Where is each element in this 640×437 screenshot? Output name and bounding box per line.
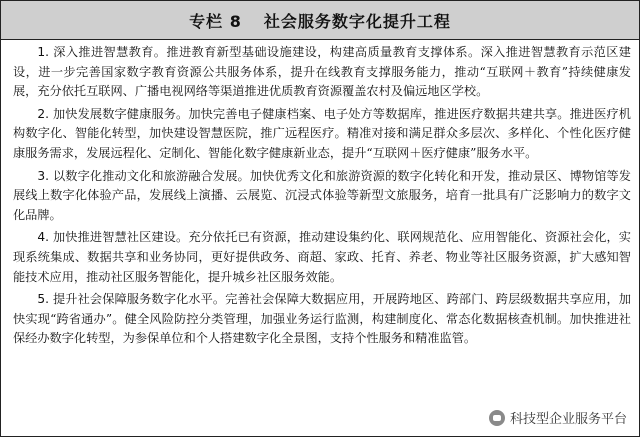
paragraph-3-lead: 3. 以数字化推动文化和旅游融合发展。 <box>37 168 250 183</box>
paragraph-4-body: 充分依托已有资源，推动建设集约化、联网规范化、应用智能化、资源社会化，实现系统集成、数据共享和业务协同，更好提供政务、商超、家政、托育、养老、物业等社区服务资源，扩大感知智能技术应用，推动社区服务智能化，提升城乡社区服务效能。 <box>13 230 631 284</box>
wechat-icon <box>489 410 505 426</box>
paragraph-4-lead: 4. 加快推进智慧社区建设。 <box>37 230 189 245</box>
paragraph-2-lead: 2. 加快发展数字健康服务。 <box>37 106 189 121</box>
paragraph-5 <box>13 290 631 349</box>
paragraph-4 <box>13 228 631 287</box>
paragraph-5-lead: 5. 提升社会保障服务数字化水平。 <box>37 292 226 307</box>
paragraph-1-lead: 1. 深入推进智慧教育。 <box>37 45 167 59</box>
column-number: 专栏 8 <box>189 11 242 31</box>
column-header <box>1 1 639 40</box>
paragraph-2-body: 加快完善电子健康档案、电子处方等数据库，推进医疗数据共建共享。推进医疗机构数字化、智能化转型，加快建设智慧医院，推广远程医疗。精准对接和满足群众多层次、多样化、个性化医疗健康服务需求，发展远程化、定制化、智能化数字健康新业态，提升“互联网＋医疗健康”服务水平。 <box>13 106 631 160</box>
watermark-text: 科技型企业服务平台 <box>509 412 627 427</box>
paragraph-1-body: 推进教育新型基础设施建设，构建高质量教育支撑体系。深入推进智慧教育示范区建设，进一步完善国家数字教育资源公共服务体系，提升在线教育支撑服务能力，推动“互联网＋教育”持续健康发展，充分依托互联网、广播电视网络等渠道推进优质教育资源覆盖农村及偏远地区学校。 <box>13 45 631 99</box>
column-title: 社会服务数字化提升工程 <box>263 11 451 31</box>
paragraph-5-body: 完善社会保障大数据应用，开展跨地区、跨部门、跨层级数据共享应用，加快实现“跨省通办”。健全风险防控分类管理，加强业务运行监测，构建制度化、常态化数据核查机制。加快推进社保经办数字化转型，为参保单位和个人搭建数字化全景图，支持个性服务和精准监管。 <box>13 292 631 346</box>
watermark <box>485 407 631 428</box>
paragraph-3-body: 加快优秀文化和旅游资源的数字化转化和开发，推动景区、博物馆等发展线上数字化体验产品，发展线上演播、云展览、沉浸式体验等新型文旅服务，培育一批具有广泛影响力的数字文化品牌。 <box>13 168 631 222</box>
paragraph-2 <box>13 105 631 164</box>
paragraph-1 <box>13 43 631 102</box>
paragraph-3 <box>13 167 631 226</box>
column-content <box>13 43 631 352</box>
